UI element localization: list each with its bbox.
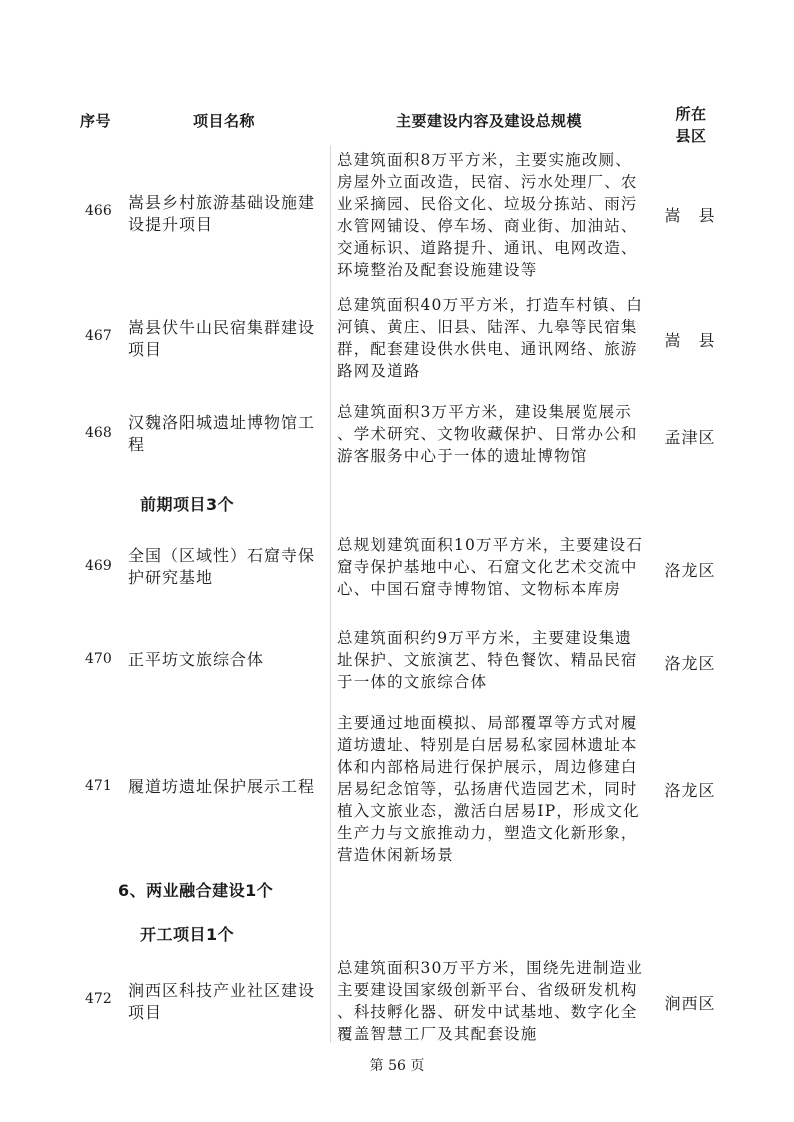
row-470-content-line: 总建筑面积约9万平方米，主要建设集遗 bbox=[337, 629, 632, 647]
row-469-name-line: 护研究基地 bbox=[128, 568, 214, 587]
row-472-name-line: 涧西区科技产业社区建设 bbox=[128, 981, 316, 1000]
row-467-name-line: 项目 bbox=[128, 340, 163, 359]
row-471-county: 洛龙区 bbox=[664, 781, 716, 800]
row-466-content-line: 交通标识、道路提升、通讯、电网改造、 bbox=[337, 239, 638, 257]
row-466-number: 466 bbox=[85, 203, 112, 219]
row-466-content-line: 总建筑面积8万平方米，主要实施改厕、 bbox=[337, 151, 632, 169]
header-construction-content: 主要建设内容及建设总规模 bbox=[396, 112, 583, 130]
row-471-content-line: 植入文旅业态，激活白居易IP，形成文化 bbox=[337, 802, 640, 820]
section-started-projects: 开工项目1个 bbox=[140, 925, 235, 944]
row-466-content-line: 业采摘园、民俗文化、垃圾分拣站、雨污 bbox=[337, 195, 638, 213]
row-470-name-line: 正平坊文旅综合体 bbox=[128, 650, 265, 669]
page-number: 第 56 页 bbox=[369, 1058, 425, 1074]
row-472-content-line: 、科技孵化器、研发中试基地、数字化全 bbox=[337, 1003, 638, 1021]
row-466-name-line: 设提升项目 bbox=[128, 215, 214, 234]
row-471-content bbox=[337, 712, 649, 866]
row-469-name-line: 全国（区域性）石窟寺保 bbox=[128, 546, 316, 565]
row-467-county: 嵩 县 bbox=[664, 331, 716, 350]
row-468-number: 468 bbox=[85, 425, 112, 441]
row-470-number: 470 bbox=[85, 651, 112, 667]
row-466-content-line: 房屋外立面改造，民宿、污水处理厂、农 bbox=[337, 173, 638, 191]
row-471-content-line: 居易纪念馆等，弘扬唐代造园艺术，同时 bbox=[337, 780, 638, 798]
row-471-name-line: 履道坊遗址保护展示工程 bbox=[128, 777, 316, 796]
header-serial-number: 序号 bbox=[80, 112, 112, 130]
row-466-county: 嵩 县 bbox=[664, 206, 716, 225]
row-471-content-line: 体和内部格局进行保护展示，周边修建白 bbox=[337, 758, 638, 776]
row-470-content bbox=[337, 627, 649, 693]
header-county-line1: 所在 bbox=[675, 105, 707, 123]
row-472-content-line: 主要建设国家级创新平台、省级研发机构 bbox=[337, 981, 638, 999]
row-471-content-line: 生产力与文旅推动力，塑造文化新形象， bbox=[337, 824, 638, 842]
row-470-name bbox=[128, 649, 328, 671]
row-468-content-line: 、学术研究、文物收藏保护、日常办公和 bbox=[337, 425, 638, 443]
row-472-content bbox=[337, 957, 649, 1045]
column-divider bbox=[330, 145, 331, 1043]
row-468-name-line: 汉魏洛阳城遗址博物馆工 bbox=[128, 413, 316, 432]
row-471-content-line: 道坊遗址、特别是白居易私家园林遗址本 bbox=[337, 736, 638, 754]
row-466-content-line: 环境整治及配套设施建设等 bbox=[337, 261, 538, 279]
row-467-name bbox=[128, 317, 328, 361]
row-466-name-line: 嵩县乡村旅游基础设施建 bbox=[128, 193, 316, 212]
row-468-county: 孟津区 bbox=[664, 428, 716, 447]
section-two-industry-fusion: 6、两业融合建设1个 bbox=[118, 881, 274, 900]
row-472-content-line: 总建筑面积30万平方米，围绕先进制造业 bbox=[337, 959, 644, 977]
section-preliminary-projects: 前期项目3个 bbox=[140, 495, 235, 514]
row-469-content-line: 窟寺保护基地中心、石窟文化艺术交流中 bbox=[337, 558, 638, 576]
row-468-content-line: 总建筑面积3万平方米，建设集展览展示 bbox=[337, 403, 632, 421]
row-466-content-line: 水管网铺设、停车场、商业街、加油站、 bbox=[337, 217, 638, 235]
row-471-number: 471 bbox=[85, 778, 112, 794]
row-469-content-line: 心、中国石窟寺博物馆、文物标本库房 bbox=[337, 580, 621, 598]
row-467-number: 467 bbox=[85, 328, 112, 344]
row-469-number: 469 bbox=[85, 558, 112, 574]
row-467-content-line: 群，配套建设供水供电、通讯网络、旅游 bbox=[337, 340, 638, 358]
row-467-name-line: 嵩县伏牛山民宿集群建设 bbox=[128, 318, 316, 337]
row-469-content bbox=[337, 534, 649, 600]
row-467-content-line: 总建筑面积40万平方米，打造车村镇、白 bbox=[337, 296, 644, 314]
row-468-name-line: 程 bbox=[128, 435, 146, 454]
row-470-county: 洛龙区 bbox=[664, 654, 716, 673]
row-470-content-line: 址保护、文旅演艺、特色餐饮、精品民宿 bbox=[337, 651, 638, 669]
row-466-content bbox=[337, 149, 649, 281]
row-468-content-line: 游客服务中心于一体的遗址博物馆 bbox=[337, 447, 588, 465]
row-472-number: 472 bbox=[85, 991, 112, 1007]
row-468-content bbox=[337, 401, 649, 467]
row-472-name-line: 项目 bbox=[128, 1003, 163, 1022]
row-472-county: 涧西区 bbox=[664, 994, 716, 1013]
row-469-content-line: 总规划建筑面积10万平方米，主要建设石 bbox=[337, 536, 644, 554]
header-county bbox=[671, 103, 711, 147]
row-470-content-line: 于一体的文旅综合体 bbox=[337, 673, 488, 691]
header-project-name: 项目名称 bbox=[193, 112, 256, 130]
row-469-county: 洛龙区 bbox=[664, 561, 716, 580]
row-471-content-line: 主要通过地面模拟、局部覆罩等方式对履 bbox=[337, 714, 638, 732]
row-469-name bbox=[128, 545, 328, 589]
header-county-line2: 县区 bbox=[675, 127, 707, 145]
row-466-name bbox=[128, 192, 328, 236]
row-471-content-line: 营造休闲新场景 bbox=[337, 846, 454, 864]
row-467-content-line: 路网及道路 bbox=[337, 362, 421, 380]
row-467-content bbox=[337, 294, 649, 382]
row-468-name bbox=[128, 412, 328, 456]
row-467-content-line: 河镇、黄庄、旧县、陆浑、九皋等民宿集 bbox=[337, 318, 638, 336]
row-472-content-line: 覆盖智慧工厂及其配套设施 bbox=[337, 1025, 538, 1043]
row-471-name bbox=[128, 776, 328, 798]
row-472-name bbox=[128, 980, 328, 1024]
